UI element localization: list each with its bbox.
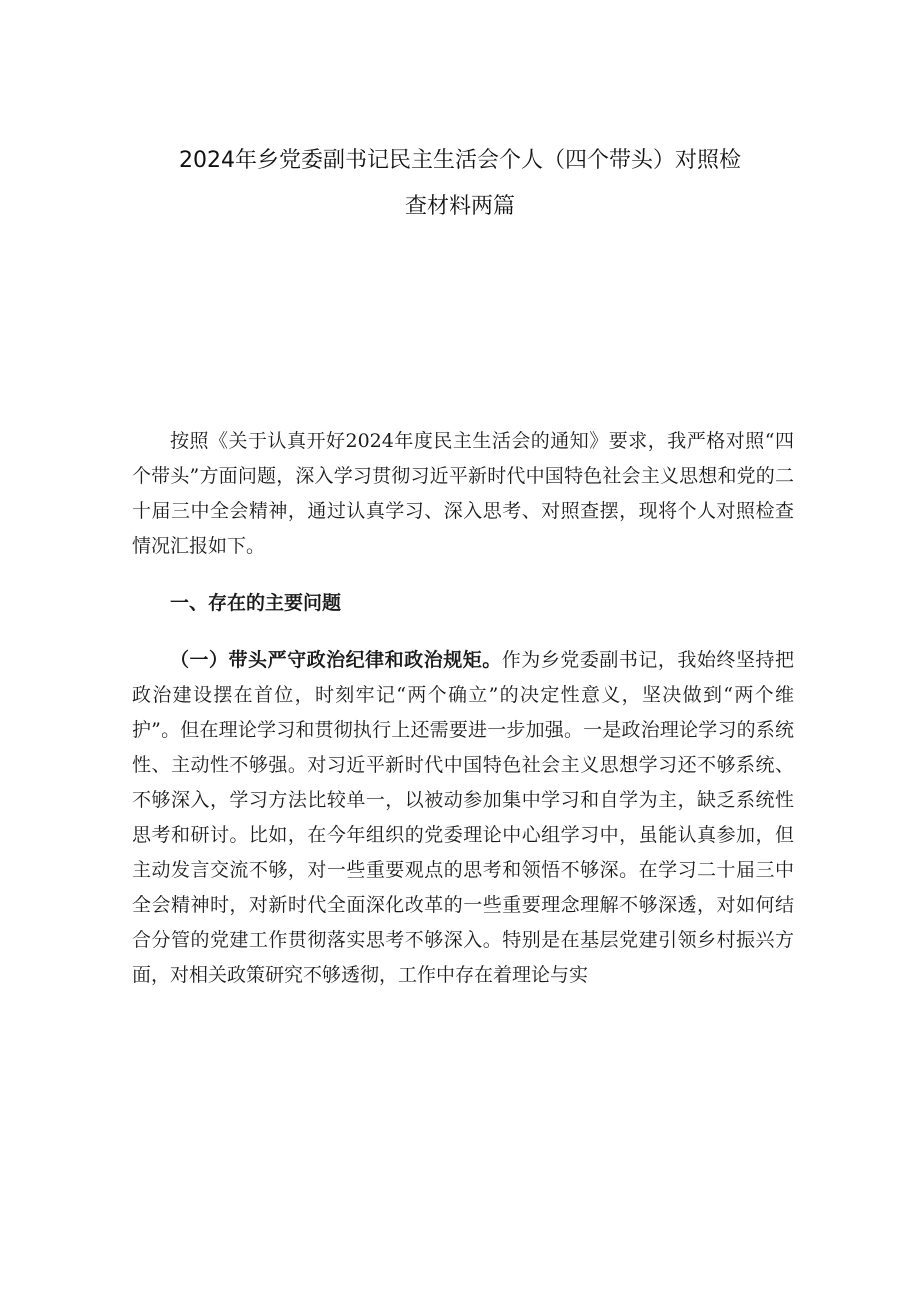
title-line-1: 2024年乡党委副书记民主生活会个人（四个带头）对照检 (179, 148, 741, 173)
item-lead: （一）带头严守政治纪律和政治规矩。 (170, 649, 502, 671)
item-text: 作为乡党委副书记，我始终坚持把政治建设摆在首位，时刻牢记“两个确立”的决定性意义，坚决做到“两个维护”。但在理论学习和贯彻执行上还需要进一步加强。一是政治理论学习的系统性、主动性不够强。对习近平新时代中国特色社会主义思想学习还不够系统、不够深入，学习方法比较单一，以被动参加集中学习和自学为主，缺乏系统性思考和研讨。比如，在今年组织的党委理论中心组学习中，虽能认真参加，但主动发言交流不够，对一些重要观点的思考和领悟不够深。在学习二十届三中全会精神时，对新时代全面深化改革的一些重要理念理解不够深透，对如何结合分管的党建工作贯彻落实思考不够深入。特别是在基层党建引领乡村振兴方面，对相关政策研究不够透彻，工作中存在着理论与实 (132, 649, 794, 986)
title-line-2: 查材料两篇 (404, 194, 515, 219)
item-paragraph (132, 643, 794, 993)
intro-paragraph: 按照《关于认真开好2024年度民主生活会的通知》要求，我严格对照“四个带头”方面问题，深入学习贯彻习近平新时代中国特色社会主义思想和党的二十届三中全会精神，通过认真学习、深入思考、对照查摆，现将个人对照检查情况汇报如下。 (132, 430, 794, 557)
document-body (132, 424, 794, 993)
section-heading: 一、存在的主要问题 (170, 592, 342, 614)
document-title (120, 138, 800, 230)
